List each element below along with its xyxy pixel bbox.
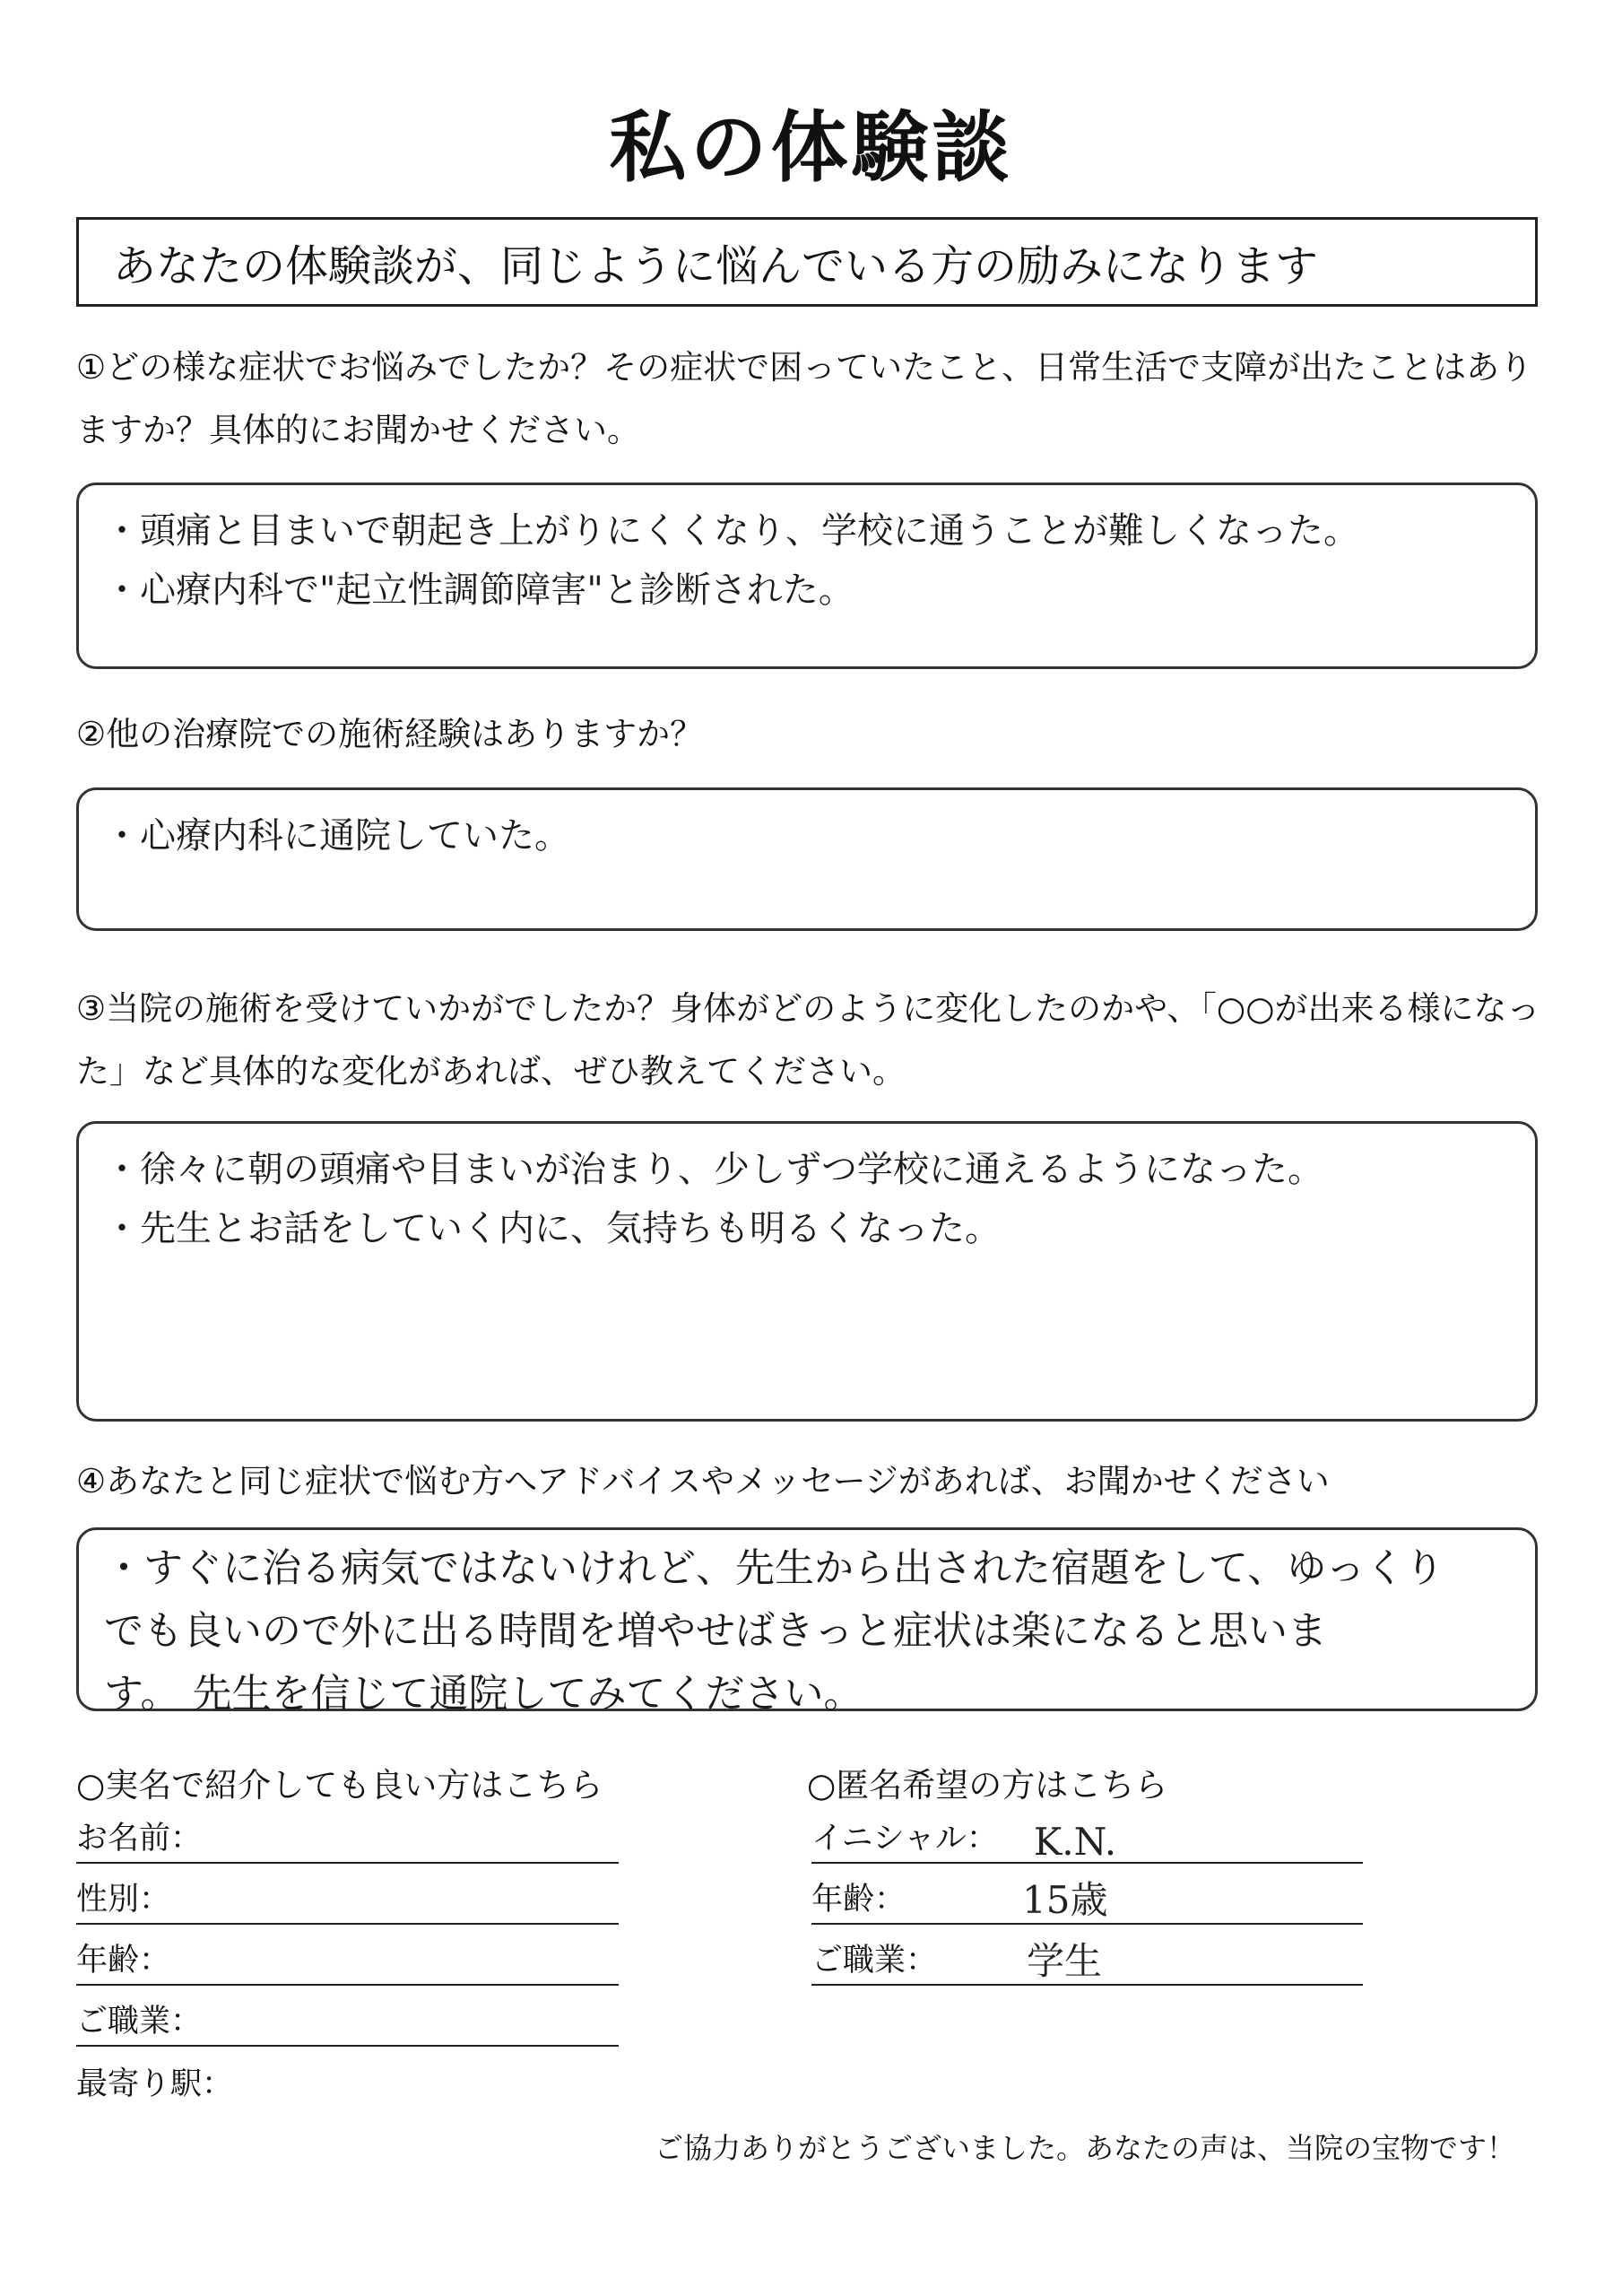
answer-box-2 [76, 787, 1538, 931]
anon-age-label: 年齢： [811, 1882, 906, 1918]
gender-label: 性別： [76, 1882, 171, 1918]
initials-value: K.N. [1033, 1820, 1117, 1864]
answer-2-line-1: ・心療内科に通院していた。 [104, 815, 570, 857]
initials-label: イニシャル： [811, 1821, 998, 1857]
banner-text: あなたの体験談が、同じように悩んでいる方の励みになります [113, 240, 1319, 291]
name-field [76, 1810, 619, 1864]
answer-3-line-2: ・先生とお話をしていく内に、気持ちも明るくなった。 [104, 1208, 1001, 1249]
age-label: 年齢： [76, 1943, 171, 1979]
anon-occupation-label: ご職業： [811, 1943, 938, 1979]
anon-age-field [811, 1871, 1363, 1925]
gender-field [76, 1871, 619, 1925]
banner-message [76, 217, 1538, 307]
anon-occupation-value: 学生 [1027, 1939, 1103, 1983]
answer-box-4 [76, 1527, 1538, 1717]
answer-1-line-2: ・心療内科で"起立性調節障害"と診断された。 [104, 570, 854, 611]
thank-you-message: ご協力ありがとうございました。あなたの声は、当院の宝物です！ [654, 2131, 1515, 2165]
question-3: ③当院の施術を受けていかがでしたか？身体がどのように変化したのかや、「○○が出来る様になった」など具体的な変化があれば、ぜひ教えてください。 [76, 989, 1540, 1091]
anon-occupation-field [811, 1932, 1363, 1986]
name-label: お名前： [76, 1821, 203, 1857]
answer-1-line-1: ・頭痛と目まいで朝起き上がりにくくなり、学校に通うことが難しくなった。 [104, 510, 1359, 552]
age-field [76, 1932, 619, 1986]
question-2: ②他の治療院での施術経験はありますか？ [76, 715, 704, 753]
initials-field [811, 1810, 1363, 1864]
occupation-label: ご職業： [76, 2004, 203, 2039]
page-title: 私の体験談 [609, 103, 1013, 193]
answer-4-line-1: ・すぐに治る病気ではないけれど、先生から出された宿題をして、ゆっくり [104, 1545, 1444, 1591]
nearest-station-field [76, 2054, 619, 2108]
answer-4-line-3: す。 先生を信じて通院してみてください。 [104, 1671, 863, 1717]
anon-age-value: 15歳 [1022, 1878, 1108, 1922]
nearest-station-label: 最寄り駅： [76, 2066, 234, 2102]
answer-box-3 [76, 1121, 1538, 1422]
anonymous-section-title: ○匿名希望の方はこちら [807, 1766, 1168, 1805]
answer-3-line-1: ・徐々に朝の頭痛や目まいが治まり、少しずつ学校に通えるようになった。 [104, 1149, 1323, 1190]
real-name-section-title: ○実名で紹介しても良い方はこちら [76, 1766, 603, 1805]
occupation-field [76, 1993, 619, 2047]
answer-4-line-2: でも良いので外に出る時間を増やせばきっと症状は楽になると思いま [104, 1608, 1327, 1654]
question-4: ④あなたと同じ症状で悩む方へアドバイスやメッセージがあれば、お聞かせください [76, 1462, 1330, 1500]
answer-box-1 [76, 483, 1538, 669]
question-1: ①どの様な症状でお悩みでしたか？その症状で困っていたこと、日常生活で支障が出たことはありますか？具体的にお聞かせください。 [76, 348, 1533, 449]
